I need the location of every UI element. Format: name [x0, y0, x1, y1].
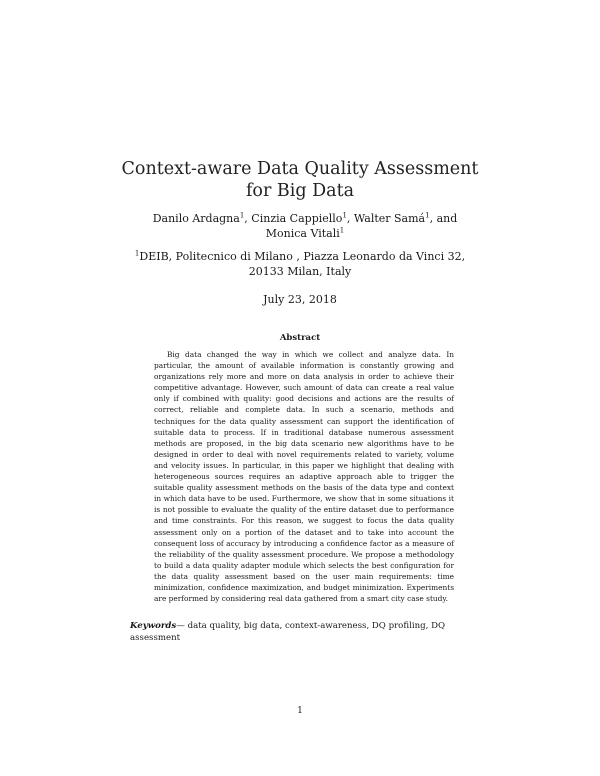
- affiliation-marker: 1: [134, 249, 140, 258]
- affiliation-marker: 1: [339, 226, 345, 235]
- author-separator: ,: [244, 212, 252, 225]
- author-separator: ,: [346, 212, 354, 225]
- keywords: [130, 620, 470, 644]
- abstract-paragraph: Big data changed the way in which we collect and analyze data. In particular, the amount of available information is constantly growing and organizations rely more and more on data analysis in order to achieve their competitive advantage. However, such amount of data can create a real value only if combined with quality: good decisions and actions are the results of correct, reliable and complete data. In such a scenario, methods and techniques for the data quality assessment can support the identification of suitable data to process. If in traditional database numerous assessment methods are proposed, in the big data scenario new algorithms have to be designed in order to deal with novel requirements related to variety, volume and velocity issues. In particular, in this paper we highlight that dealing with heterogeneous sources requires an adaptive approach able to trigger the suitable quality assessment methods on the basis of the data type and context in which data have to be used. Furthermore, we show that in some situations it is not possible to evaluate the quality of the entire dataset due to performance and time constraints. For this reason, we suggest to focus the data quality assessment only on a portion of the dataset and to take into account the consequent loss of accuracy by introducing a confidence factor as a measure of the reliability of the quality assessment procedure. We propose a methodology to build a data quality adapter module which selects the best configuration for the data quality assessment based on the user main requirements: time minimization, confidence maximization, and budget minimization. Experiments are performed by considering real data gathered from a smart city case study.: [154, 350, 454, 604]
- page-number: 1: [297, 706, 303, 716]
- author-separator: , and: [429, 212, 458, 225]
- paper-title: Context-aware Data Quality Assessment for Big Data: [121, 159, 479, 201]
- affiliation-marker: 1: [425, 211, 430, 220]
- abstract-body: [154, 349, 454, 604]
- affiliation-marker: 1: [342, 211, 347, 220]
- author-list: [140, 211, 470, 241]
- affiliation-marker: 1: [239, 211, 245, 220]
- keywords-dash: —: [176, 621, 188, 631]
- affiliation-text: DEIB, Politecnico di Milano , Piazza Leonardo da Vinci 32, 20133 Milan, Italy: [139, 250, 466, 278]
- abstract-heading: Abstract: [279, 333, 321, 343]
- affiliation: [125, 249, 475, 279]
- author: Monica Vitali$^1$: [265, 226, 345, 240]
- author: Cinzia Cappiello$^1$: [251, 211, 347, 225]
- author: Walter Samá$^1$: [353, 211, 430, 225]
- publication-date: July 23, 2018: [263, 293, 337, 306]
- keywords-text: data quality, big data, context-awareness, DQ profiling, DQ assessment: [130, 621, 446, 643]
- author: Danilo Ardagna$^1$: [152, 211, 245, 225]
- keywords-label: Keywords: [130, 621, 177, 631]
